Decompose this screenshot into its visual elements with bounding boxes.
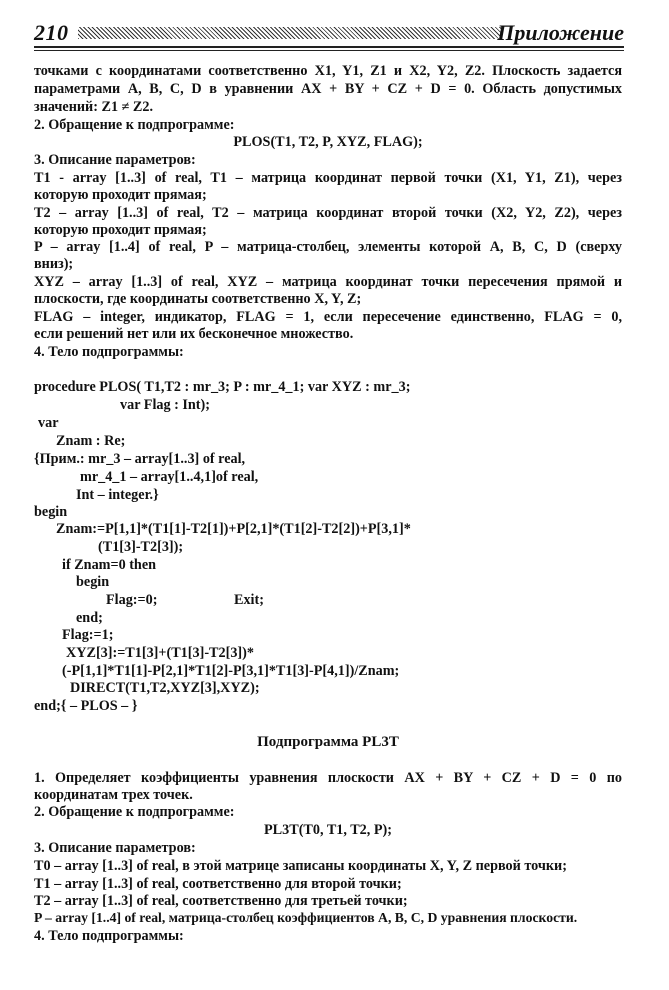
code-line: var Flag : Int); xyxy=(120,397,210,413)
text-line: плоскости, где координаты соответственно X, Y, Z; xyxy=(34,291,362,307)
code-line: if Znam=0 then xyxy=(62,557,157,573)
code-line: Znam:=P[1,1]*(T1[1]-T2[1])+P[2,1]*(T1[2]-T2[2])+P[3,1]* xyxy=(56,521,411,537)
text-line: параметрами A, B, C, D в уравнении AX + BY + CZ + D = 0. Область допустимых xyxy=(34,81,622,97)
page-number: 210 xyxy=(34,20,69,45)
header-rule xyxy=(34,46,624,48)
text-line: значений: Z1 ≠ Z2. xyxy=(34,99,154,115)
running-title: Приложение xyxy=(497,20,624,45)
text-line: которую проходит прямая; xyxy=(34,187,207,203)
code-line: (T1[3]-T2[3]); xyxy=(98,539,184,555)
page-header xyxy=(34,20,624,60)
text-line: которую проходит прямая; xyxy=(34,222,207,238)
code-line: Flag:=0; xyxy=(106,592,158,608)
code-line: end;{ – PLOS – } xyxy=(34,698,138,714)
code-line: var xyxy=(38,415,59,431)
code-line: (-P[1,1]*T1[1]-P[2,1]*T1[2]-P[3,1]*T1[3]-P[4,1])/Znam; xyxy=(62,663,400,679)
code-line: end; xyxy=(76,610,103,626)
text-line: 4. Тело подпрограммы: xyxy=(34,928,184,944)
header-rule-thin xyxy=(34,50,624,51)
text-line: 3. Описание параметров: xyxy=(34,152,196,168)
code-line: Int – integer.} xyxy=(76,487,159,503)
text-line: если решений нет или их бесконечное множество. xyxy=(34,326,354,342)
section-heading: Подпрограмма PL3T xyxy=(257,734,399,750)
call-signature: PL3T(T0, T1, T2, P); xyxy=(264,822,392,838)
call-signature: PLOS(T1, T2, P, XYZ, FLAG); xyxy=(233,134,423,150)
text-line: T1 – array [1..3] of real, соответственно для второй точки; xyxy=(34,876,402,892)
text-line: 3. Описание параметров: xyxy=(34,840,196,856)
header-hatch-decoration xyxy=(78,27,502,39)
text-line: 1. Определяет коэффициенты уравнения плоскости AX + BY + CZ + D = 0 по xyxy=(34,770,622,786)
code-line: begin xyxy=(76,574,110,590)
code-line: DIRECT(T1,T2,XYZ[3],XYZ); xyxy=(70,680,260,696)
code-line: Exit; xyxy=(234,592,264,608)
text-line: P – array [1..4] of real, P – матрица-столбец, элементы которой A, B, C, D (сверху xyxy=(34,239,622,255)
text-line: 4. Тело подпрограммы: xyxy=(34,344,184,360)
code-line: procedure PLOS( T1,T2 : mr_3; P : mr_4_1; var XYZ : mr_3; xyxy=(34,379,411,395)
text-line: XYZ – array [1..3] of real, XYZ – матрица координат точки пересечения прямой и xyxy=(34,274,622,290)
text-line: T2 – array [1..3] of real, T2 – матрица координат второй точки (X2, Y2, Z2), через xyxy=(34,205,622,221)
text-line: точками с координатами соответственно X1, Y1, Z1 и X2, Y2, Z2. Плоскость задается xyxy=(34,63,622,79)
code-line: begin xyxy=(34,504,68,520)
code-line: {Прим.: mr_3 – array[1..3] of real, xyxy=(34,451,246,467)
text-line: FLAG – integer, индикатор, FLAG = 1, если пересечение единственно, FLAG = 0, xyxy=(34,309,622,325)
text-line: T1 - array [1..3] of real, T1 – матрица координат первой точки (X1, Y1, Z1), через xyxy=(34,170,622,186)
text-line: 2. Обращение к подпрограмме: xyxy=(34,117,235,133)
code-line: mr_4_1 – array[1..4,1]of real, xyxy=(80,469,259,485)
text-line: T2 – array [1..3] of real, соответственно для третьей точки; xyxy=(34,893,408,909)
code-line: Znam : Re; xyxy=(56,433,126,449)
text-line: координатам трех точек. xyxy=(34,787,193,803)
text-line: P – array [1..4] of real, матрица-столбец коэффициентов A, B, C, D уравнения плоскости. xyxy=(34,910,578,925)
text-line: вниз); xyxy=(34,256,74,272)
code-line: Flag:=1; xyxy=(62,627,114,643)
code-line: XYZ[3]:=T1[3]+(T1[3]-T2[3])* xyxy=(66,645,254,661)
text-line: 2. Обращение к подпрограмме: xyxy=(34,804,235,820)
text-line: T0 – array [1..3] of real, в этой матрице записаны координаты X, Y, Z первой точки; xyxy=(34,858,567,874)
